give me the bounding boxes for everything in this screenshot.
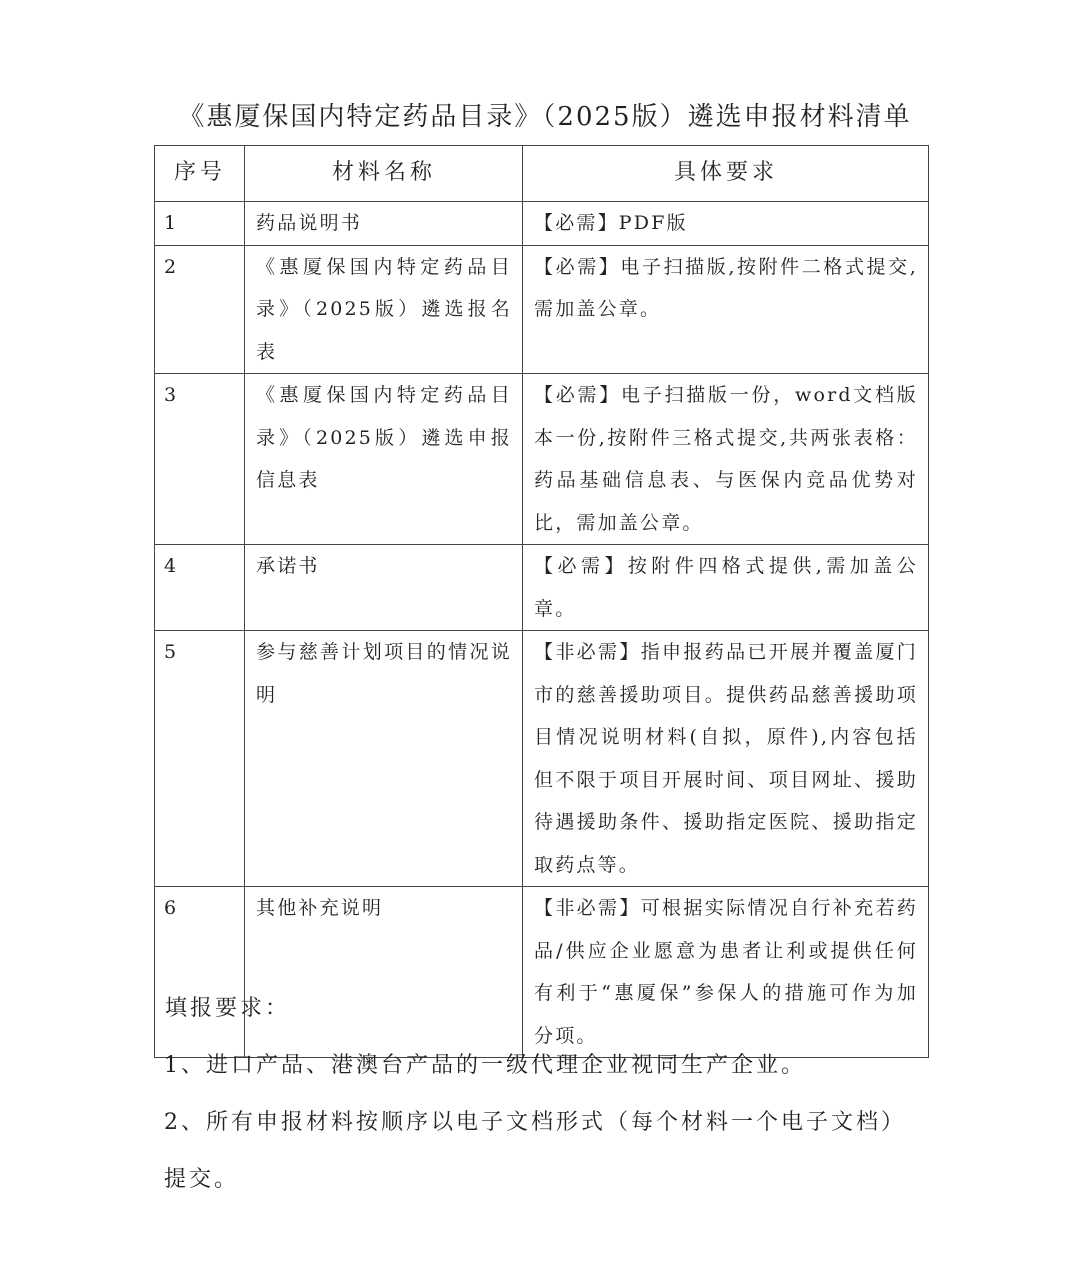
row-material-name: 药品说明书 [245, 202, 523, 246]
row-serial: 6 [155, 887, 245, 1058]
row-requirement: 【必需】PDF版 [523, 202, 929, 246]
row-material-name: 参与慈善计划项目的情况说明 [245, 631, 523, 887]
row-material-name: 《惠厦保国内特定药品目录》（2025版）遴选报名表 [245, 245, 523, 374]
row-serial: 3 [155, 374, 245, 545]
note-item: 1、进口产品、港澳台产品的一级代理企业视同生产企业。 [164, 1053, 806, 1078]
row-requirement: 【必需】电子扫描版一份，word文档版本一份,按附件三格式提交,共两张表格：药品基础信息表、与医保内竞品优势对比，需加盖公章。 [523, 374, 929, 545]
row-requirement: 【非必需】可根据实际情况自行补充若药品/供应企业愿意为患者让利或提供任何有利于“惠厦保”参保人的措施可作为加分项。 [523, 887, 929, 1058]
header-material-name: 材料名称 [245, 146, 523, 202]
row-serial: 4 [155, 545, 245, 631]
row-requirement: 【必需】按附件四格式提供,需加盖公章。 [523, 545, 929, 631]
row-serial: 2 [155, 245, 245, 374]
header-requirements: 具体要求 [523, 146, 929, 202]
document-title: 《惠厦保国内特定药品目录》（2025版）遴选申报材料清单 [178, 102, 912, 132]
row-material-name: 承诺书 [245, 545, 523, 631]
filing-notes [164, 980, 924, 1208]
row-material-name: 其他补充说明 [245, 887, 523, 1058]
table-row [155, 374, 929, 545]
table-row [155, 545, 929, 631]
table-row [155, 631, 929, 887]
table-header-row [155, 146, 929, 202]
row-serial: 1 [155, 202, 245, 246]
row-requirement: 【非必需】指申报药品已开展并覆盖厦门市的慈善援助项目。提供药品慈善援助项目情况说明材料(自拟，原件),内容包括但不限于项目开展时间、项目网址、援助待遇援助条件、援助指定医院、援助指定取药点等。 [523, 631, 929, 887]
row-serial: 5 [155, 631, 245, 887]
row-requirement: 【必需】电子扫描版,按附件二格式提交,需加盖公章。 [523, 245, 929, 374]
table-row [155, 245, 929, 374]
table-row [155, 202, 929, 246]
header-serial: 序号 [155, 146, 245, 202]
note-item: 2、所有申报材料按顺序以电子文档形式（每个材料一个电子文档）提交。 [164, 1110, 906, 1192]
notes-heading: 填报要求： [165, 996, 291, 1021]
row-material-name: 《惠厦保国内特定药品目录》（2025版）遴选申报信息表 [245, 374, 523, 545]
materials-table [154, 145, 929, 1058]
